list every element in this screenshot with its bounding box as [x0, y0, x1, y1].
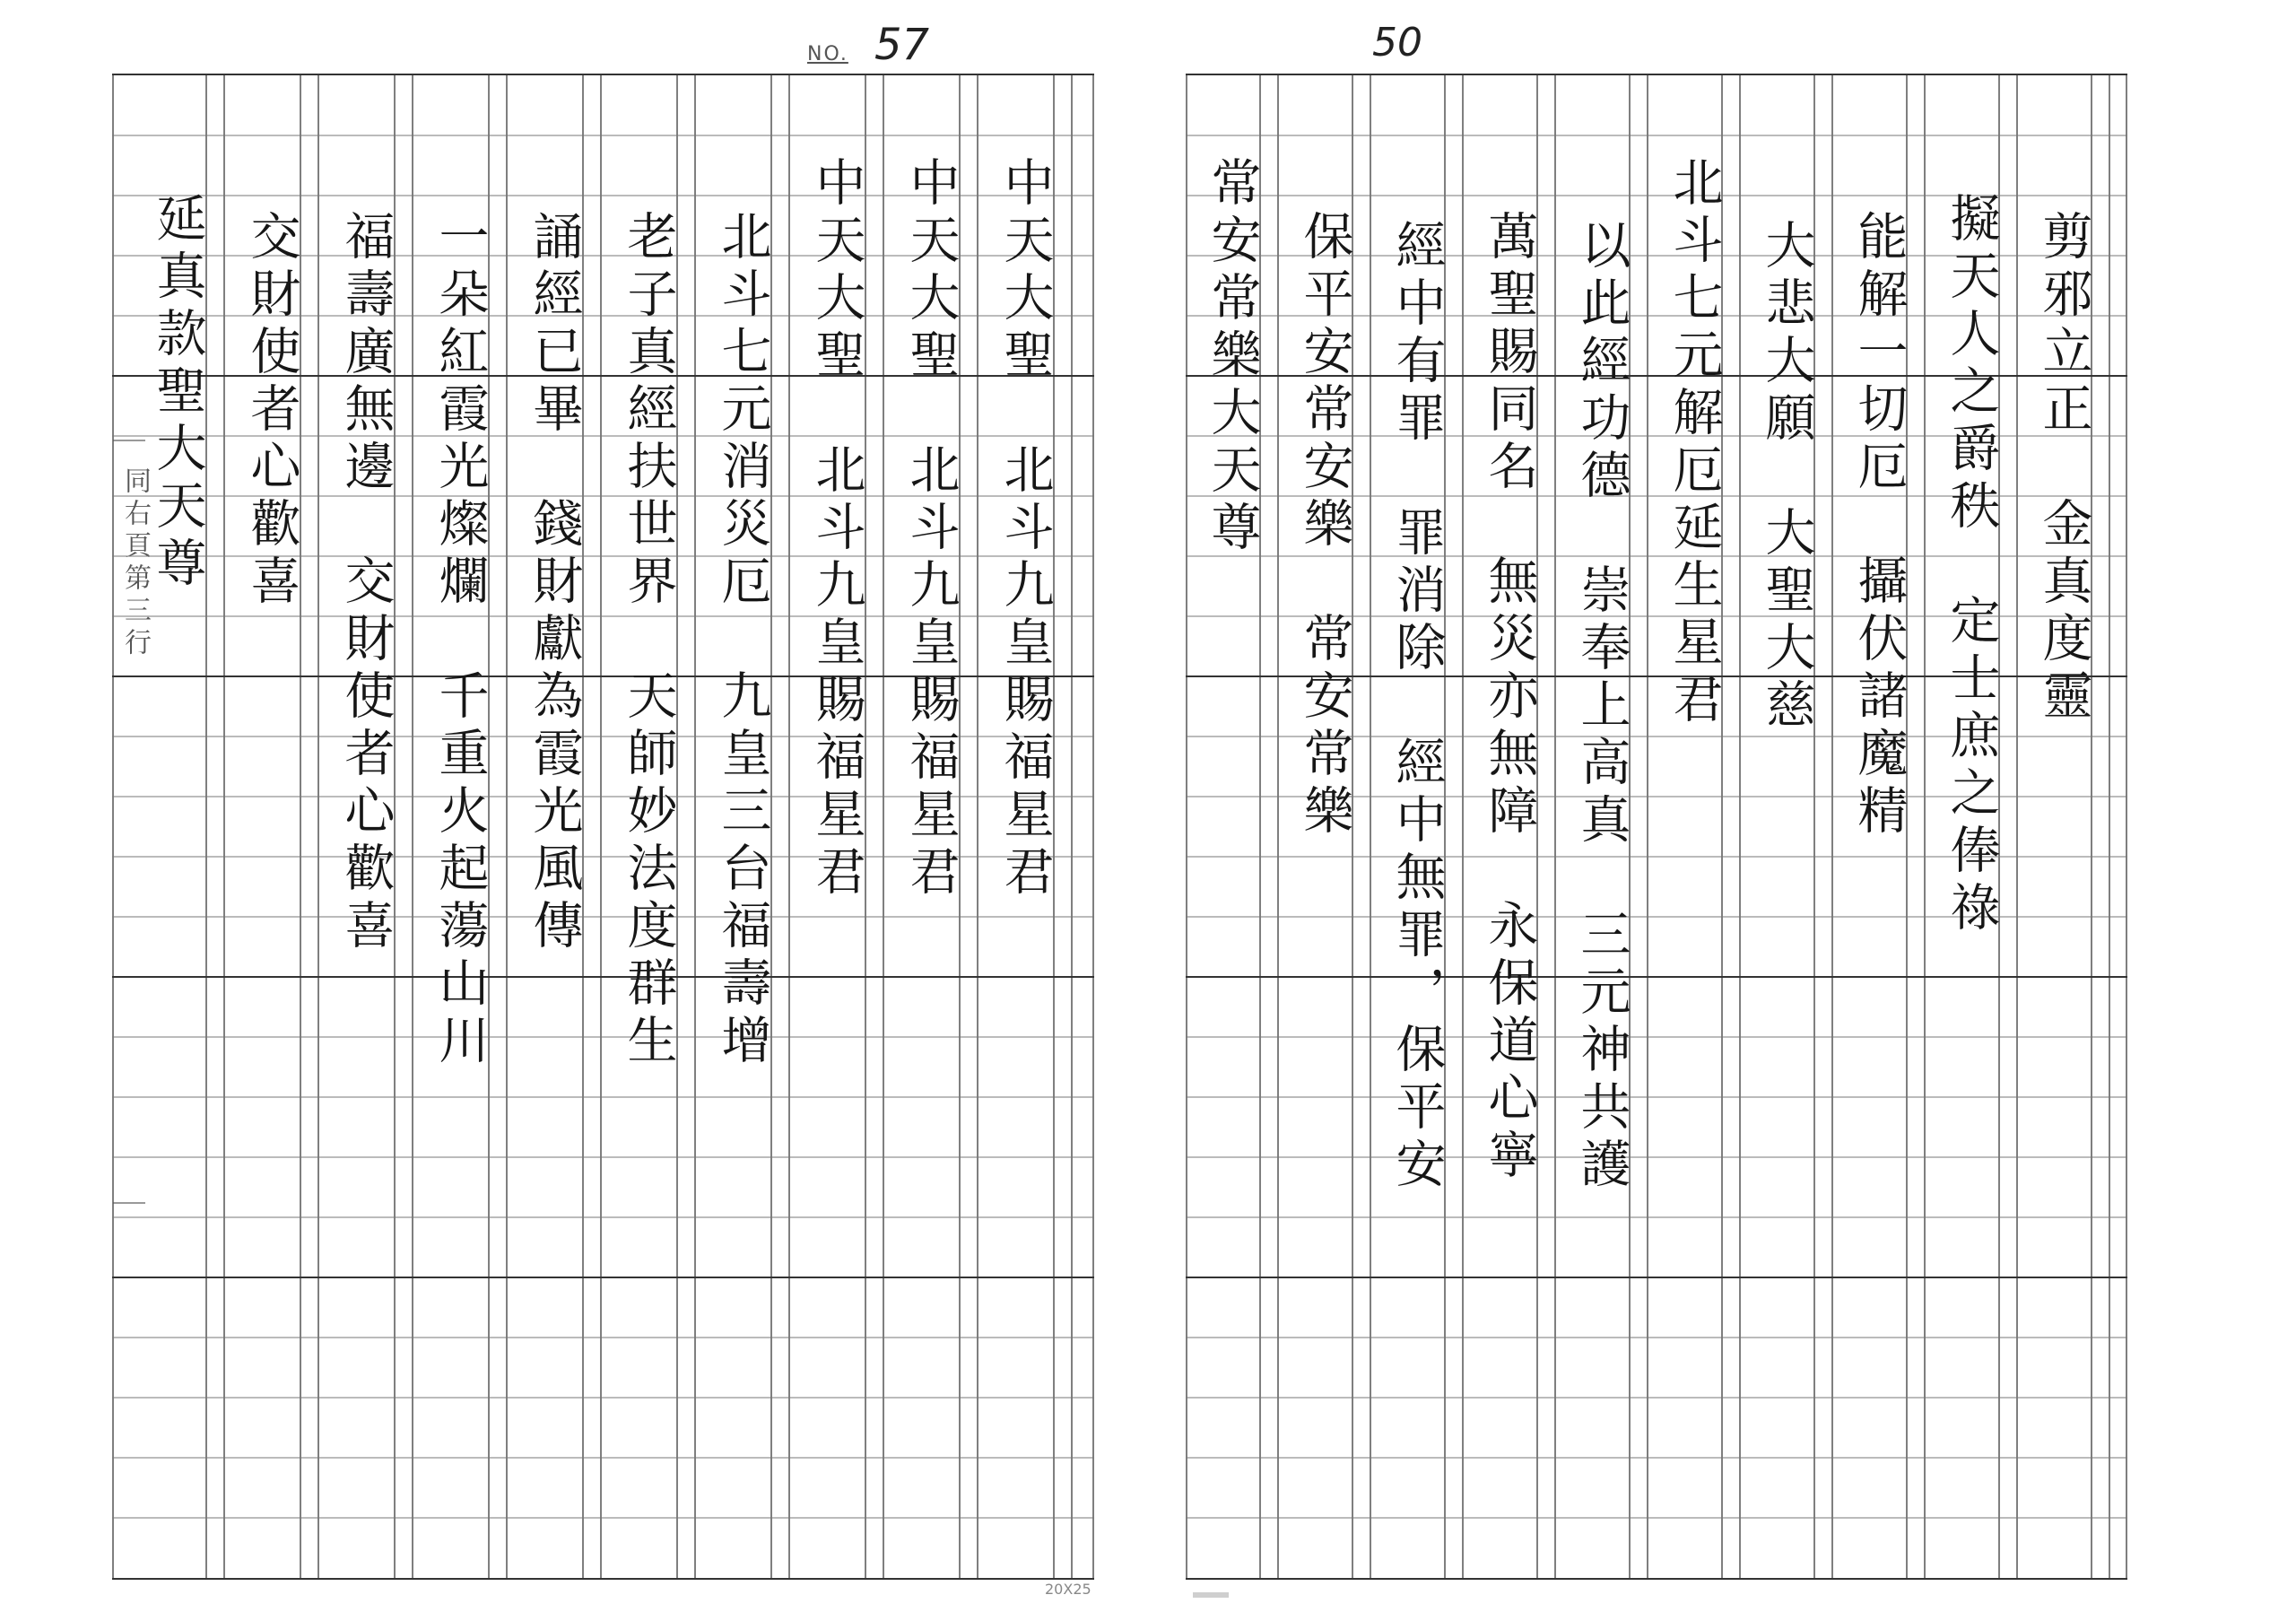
margin-note: 同右頁第三行 [119, 466, 151, 660]
left-column-8 [318, 210, 413, 956]
right-column-8 [1370, 219, 1463, 1195]
column-text: 中天大聖 北斗九皇賜福星君 [807, 156, 866, 902]
left-column-1 [978, 156, 1072, 902]
column-text: 大悲大願 大聖大慈 [1757, 219, 1816, 736]
left-page-number: 57 [874, 20, 930, 70]
right-manuscript-page [1186, 74, 2127, 1580]
column-text: 北斗七元消災厄 九皇三台福壽增 [713, 210, 772, 1071]
paper-size-label: 20X25 [1045, 1581, 1091, 1598]
column-text: 擬天人之爵秩 定士庶之俸祿 [1942, 192, 2001, 938]
left-column-6 [507, 210, 601, 956]
column-text: 一朵紅霞光燦爛 千重火起蕩山川 [430, 210, 490, 1071]
column-text: 交財使者心歡喜 [242, 210, 301, 612]
left-column-9 [224, 210, 318, 612]
right-column-7 [1463, 210, 1555, 1186]
right-column-9 [1278, 210, 1370, 841]
right-column-1 [2017, 210, 2109, 727]
column-text: 萬聖賜同名 無災亦無障 永保道心寧 [1480, 210, 1539, 1186]
right-column-4 [1740, 219, 1832, 736]
column-text: 中天大聖 北斗九皇賜福星君 [996, 156, 1055, 902]
paper-stain [1193, 1592, 1229, 1598]
right-column-5 [1648, 156, 1740, 730]
right-column-6 [1555, 219, 1648, 1195]
column-text: 能解一切厄 攝伏諸魔精 [1849, 210, 1909, 841]
left-column-10 [130, 192, 224, 594]
right-page-number: 50 [1372, 20, 1422, 65]
column-text: 延真款聖大天尊 [148, 192, 207, 594]
left-column-4 [695, 210, 789, 1071]
column-text: 老子真經扶世界 天師妙法度群生 [619, 210, 678, 1071]
column-text: 誦經已畢 錢財獻為霞光風傳 [525, 210, 584, 956]
right-column-3 [1832, 210, 1925, 841]
page-number-label: NO. [807, 43, 848, 65]
column-text: 中天大聖 北斗九皇賜福星君 [901, 156, 961, 902]
left-column-7 [413, 210, 507, 1071]
left-column-2 [883, 156, 978, 902]
column-text: 北斗七元解厄延生星君 [1665, 156, 1724, 730]
left-manuscript-page [112, 74, 1094, 1580]
left-column-5 [601, 210, 695, 1071]
column-text: 常安常樂大天尊 [1203, 156, 1262, 558]
column-text: 福壽廣無邊 交財使者心歡喜 [336, 210, 396, 956]
column-text: 剪邪立正 金真度靈 [2034, 210, 2093, 727]
left-column-3 [789, 156, 883, 902]
column-text: 經中有罪 罪消除 經中無罪，保平安 [1387, 219, 1447, 1195]
right-column-2 [1925, 192, 2017, 938]
column-text: 以此經功德 崇奉上高真 三元神共護 [1572, 219, 1631, 1195]
column-text: 保平安常安樂 常安常樂 [1295, 210, 1354, 841]
right-column-10 [1186, 156, 1278, 558]
